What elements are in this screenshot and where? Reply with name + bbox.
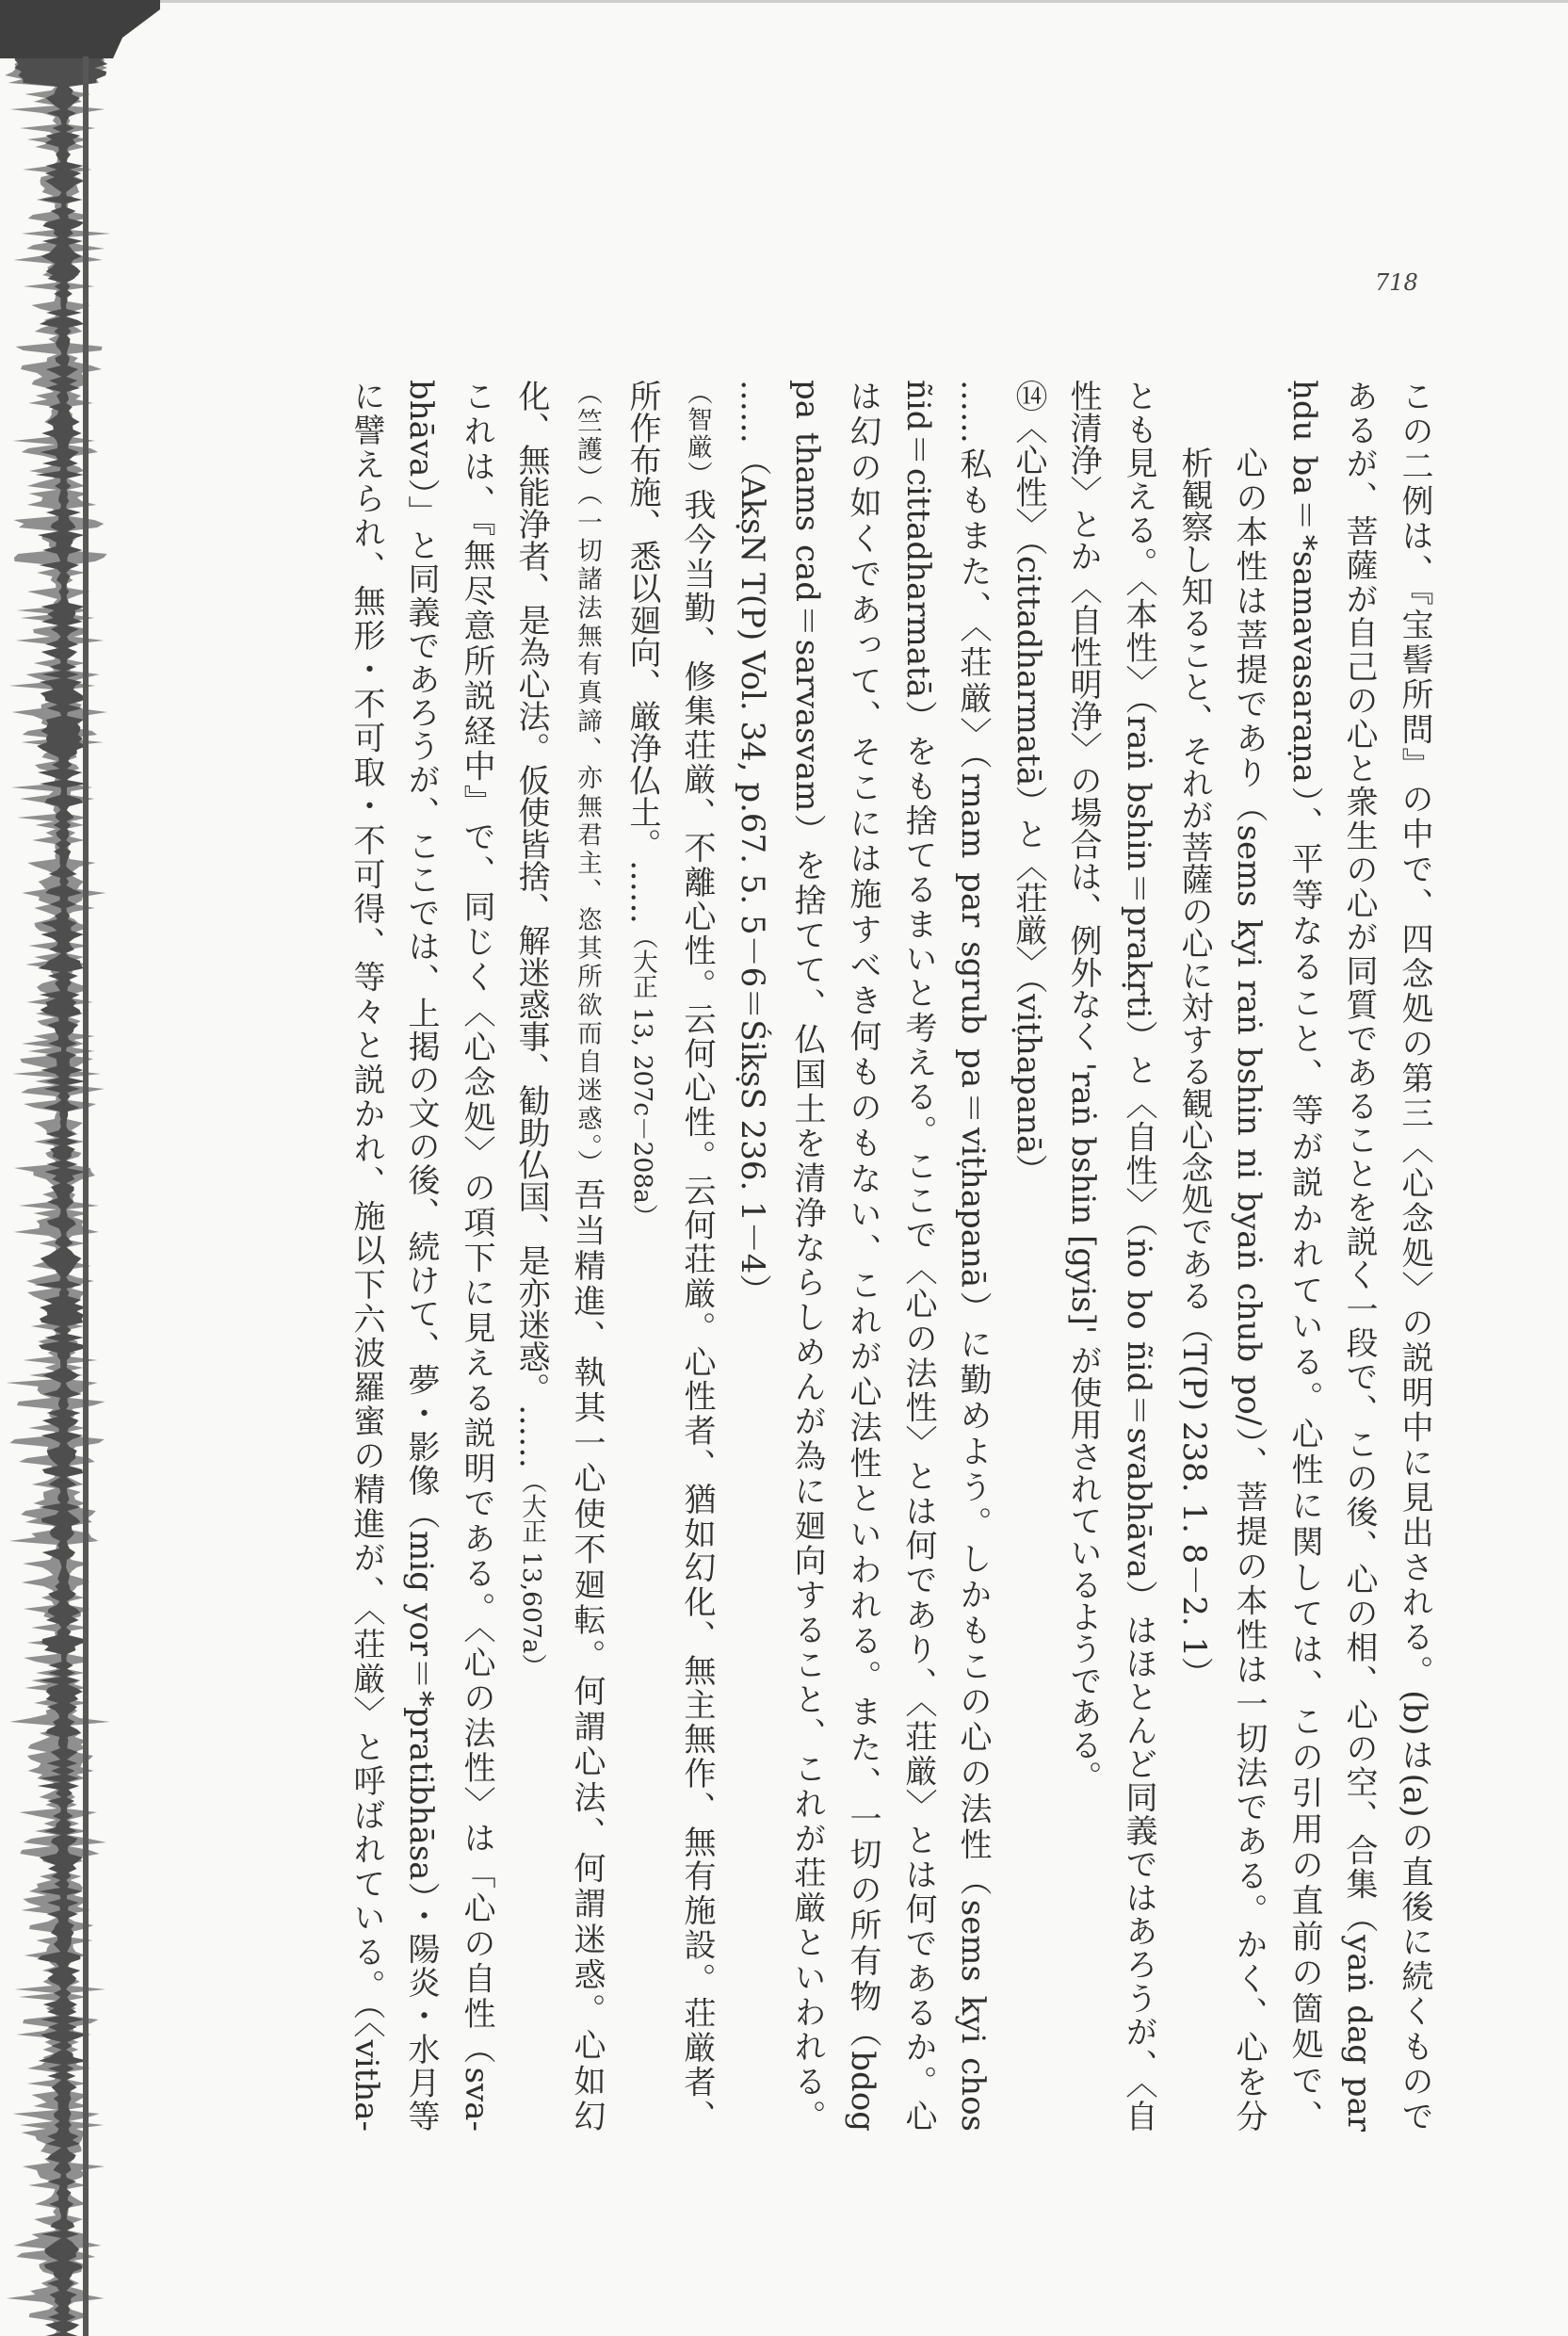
body-line	[344, 380, 389, 2132]
gutter-corner-shadow	[0, 0, 160, 58]
chinese-parallel-line	[509, 380, 554, 1679]
gutter-shadow-outer	[4, 0, 111, 2336]
text-run: 吾当精進、執其一心使不廻転。何謂心法、何謂迷惑。心如幻	[568, 1177, 606, 2133]
page-number: 718	[1375, 269, 1418, 296]
text-run: pa thams cad＝sarvasvam）を捨てて、仏国土を清浄ならしめんが為に廻向すること、これが荘厳といわれる。	[788, 380, 826, 2132]
text-run: あるが、菩薩が自己の心と衆生の心が同質であることを説く一段で、この後、心の相、心の空、合集（yaṅ dag par	[1340, 380, 1378, 2132]
text-run: ……（AkṣN T(P) Vol. 34, p.67. 5. 5－6＝ŚikṣS 236. 1－4）	[734, 380, 771, 1306]
text-run: 性清浄〉とか〈自性明浄〉の場合は、例外なく 'raṅ bshin [gyis]' が使用されているようである。	[1064, 380, 1102, 1793]
text-run: 化、無能浄者、是為心法。仮使皆捨、解迷惑事、勧助仏国、是亦迷惑。……	[512, 380, 550, 1468]
scan-gutter-shadow	[0, 0, 160, 2336]
text-run: 心の本性は菩提であり（sems kyi raṅ bshin ni byaṅ chub po/）、菩提の本性は一切法である。かく、心を分	[1230, 446, 1268, 2132]
text-run: これは、『無尽意所説経中』で、同じく〈心念処〉の項下に見える説明である。〈心の法性〉は「心の自性（sva-	[458, 380, 495, 2132]
quoted-passage-line	[950, 380, 995, 2132]
text-run: に譬えられ、無形・不可取・不可得、等々と説かれ、施以下六波羅蜜の精進が、〈荘厳〉と呼ばれている。（〈vitha-	[348, 380, 385, 2132]
body-line	[1392, 380, 1437, 2132]
quoted-passage-line	[840, 380, 885, 2132]
chinese-parallel-line	[674, 380, 719, 2132]
text-run: ḥdu ba＝*samavasaraṇa）、平等なること、等が説かれている。心性に関しては、この引用の直前の箇処で、	[1285, 380, 1323, 2132]
text-run: 所作布施、悉以廻向、厳浄仏土。……	[623, 380, 661, 924]
body-line	[1060, 380, 1106, 1793]
translator-label: （竺護）	[573, 380, 602, 494]
citation-line	[730, 380, 775, 1306]
gutter-spine-line	[83, 57, 89, 2336]
chinese-parallel-line	[620, 380, 665, 1229]
translator-label: （智厳）	[683, 380, 712, 489]
citation-reference: （大正 13,607a）	[517, 1468, 546, 1679]
text-run: bhāva）」と同義であろうが、ここでは、上掲の文の後、続けて、夢・影像（mig yor＝*pratibhāsa）・陽炎・水月等	[402, 380, 440, 2132]
text-run: ……私もまた、〈荘厳〉（rnam par sgrub pa＝viṭhapanā）に勤めよう。しかもこの心の法性（sems kyi chos	[954, 380, 992, 2132]
body-line	[454, 380, 499, 2132]
text-run: この二例は、『宝髻所問』の中で、四念処の第三〈心念処〉の説明中に見出される。(b)は(a)の直後に続くもので	[1396, 380, 1433, 2133]
text-run: ñid＝cittadharmatā）をも捨てるまいと考える。ここで〈心の法性〉とは何であり、〈荘厳〉とは何であるか。心	[899, 380, 937, 2132]
quoted-passage-line	[1172, 446, 1217, 1689]
body-line	[1116, 380, 1161, 2132]
body-line	[398, 380, 444, 2132]
text-run: 析観察し知ること、それが菩薩の心に対する観心念処である（T(P) 238. 1. 8－2. 1）	[1175, 446, 1213, 1690]
text-run: 我今当勤、修集荘厳、不離心性。云何心性。云何荘厳。心性者、猶如幻化、無主無作、無有施設。荘厳者、	[678, 488, 716, 2133]
section-heading	[1006, 380, 1051, 1186]
chinese-parallel-line	[564, 380, 609, 2132]
quoted-passage-line	[784, 380, 830, 2132]
text-run: とも見える。〈本性〉（raṅ bshin＝prakṛti）と〈自性〉（ṅo bo ñid＝svabhāva）はほとんど同義ではあろうが、〈自	[1120, 380, 1157, 2132]
text-run: ⑭〈心性〉（cittadharmatā）と〈荘厳〉（viṭhapanā）	[1010, 380, 1047, 1187]
quoted-passage-line	[1226, 446, 1271, 2132]
citation-reference: （大正 13, 207c－208a）	[628, 924, 657, 1229]
quoted-passage-line	[896, 380, 941, 2132]
text-run: は幻の如くであって、そこには施すべき何ものもない、これが心法性といわれる。また、一切の所有物（bdog	[844, 380, 881, 2132]
body-line	[1336, 380, 1382, 2132]
scan-top-edge	[0, 0, 1568, 3]
parenthetical-note: （一切諸法無有真諦、亦無君主、恣其所欲而自迷惑。）	[573, 493, 602, 1178]
body-line	[1282, 380, 1327, 2132]
